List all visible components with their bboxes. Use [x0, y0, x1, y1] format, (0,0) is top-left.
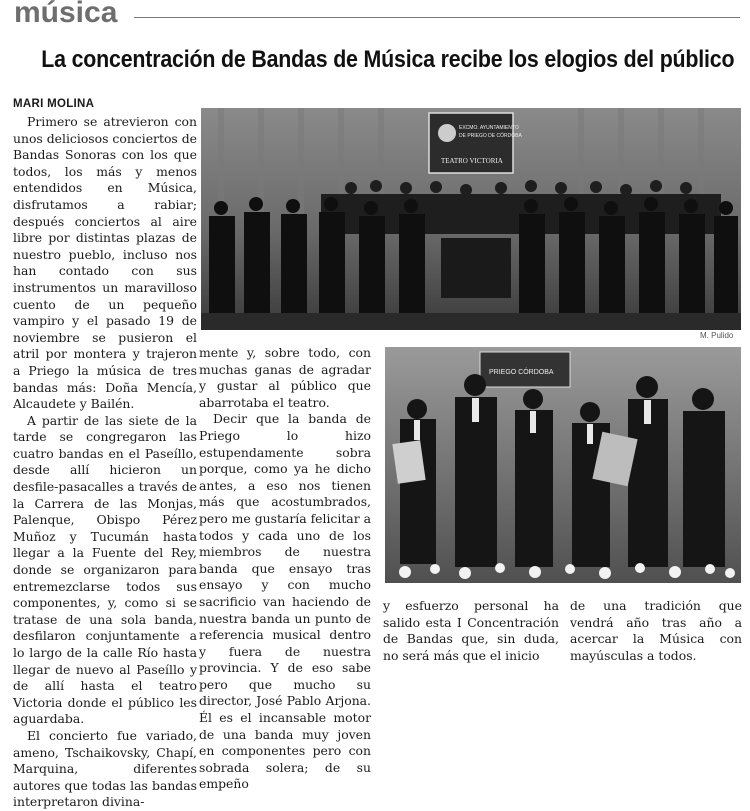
article-column-3b: [570, 598, 742, 664]
headline: La concentración de Bandas de Música recibe los elogios del público: [41, 46, 735, 73]
article-column-2: [199, 345, 371, 793]
article-column-3a: [383, 598, 559, 664]
paragraph: El concierto fue variado, ameno, Tschaikovsky, Chapí, Marquina, diferentes autores que todas las bandas interpretaron divina-: [13, 727, 197, 810]
article-column-1: [13, 114, 197, 811]
section-rule: [134, 17, 740, 18]
band-photo-illustration: [201, 108, 741, 330]
paragraph: Primero se atrevieron con unos deliciosos conciertos de Bandas Sonoras con los que todos, los más y menos entendidos en Música, disfrutamos a rabiar; después conciertos al aire libre por distintas plazas de nuestro pueblo, incluso nos han contado con sus instrumentos un maravilloso cuento de un pequeño vampiro y el pasado 19 de noviembre se pusieron el atril por montera y trajeron a Priego la música de tres bandas más: Doña Mencía, Alcaudete y Bailén.: [13, 114, 197, 412]
directors-photo-illustration: [385, 347, 741, 583]
photo-bands-on-stage: [201, 108, 741, 330]
paragraph: mente y, sobre todo, con muchas ganas de agradar y gustar al público que abarrotaba el teatro.: [199, 345, 371, 410]
section-label: música: [14, 0, 118, 29]
banner-fragment: PRIEGO CÓRDOBA: [489, 369, 554, 376]
byline: MARI MOLINA: [13, 98, 95, 110]
photo-band-directors: [385, 347, 741, 583]
banner-line-2: DE PRIEGO DE CÓRDOBA: [459, 133, 522, 139]
paragraph: Decir que la banda de Priego lo hizo estupendamente sobra porque, como ya he dicho antes, a eso nos tienen más que acostumbrados, pero me gustaría felicitar a todos y cada uno de los miembros de nuestra banda que ensayo tras ensayo y con mucho sacrificio van haciendo de nuestra banda un punto de referencia musical dentro y fuera de nuestra provincia. Y de eso sabe pero que mucho su director, José Pablo Arjona. Él es el incansable motor de una banda muy joven en componentes pero con sobrada solera; de su empeño: [199, 411, 371, 792]
banner-line-1: EXCMO. AYUNTAMIENTO: [459, 125, 519, 131]
stage-banner: [429, 113, 522, 173]
photo-credit: M. Pulido: [700, 331, 734, 340]
paragraph: de una tradición que vendrá año tras año a acercar la Música con mayúsculas a todos.: [570, 598, 742, 663]
banner-footer: TEATRO VICTORIA: [441, 157, 503, 165]
paragraph: y esfuerzo personal ha salido esta I Concentración de Bandas que, sin duda, no será más que el inicio: [383, 598, 559, 663]
paragraph: A partir de las siete de la tarde se congregaron las cuatro bandas en el Paseíllo, desde allí hicieron un desfile-pasacalles a través de la Carrera de las Monjas, Palenque, Obispo Pérez Muñoz y Tucumán hasta llegar a la Fuente del Rey, donde se organizaron para entremezclarse todos sus componentes, y, como si se tratase de una sola banda, desfilaron conjuntamente a lo largo de la calle Río hasta llegar de nuevo al Paseíllo y de allí hasta el teatro Victoria donde el público les aguardaba.: [13, 412, 197, 727]
